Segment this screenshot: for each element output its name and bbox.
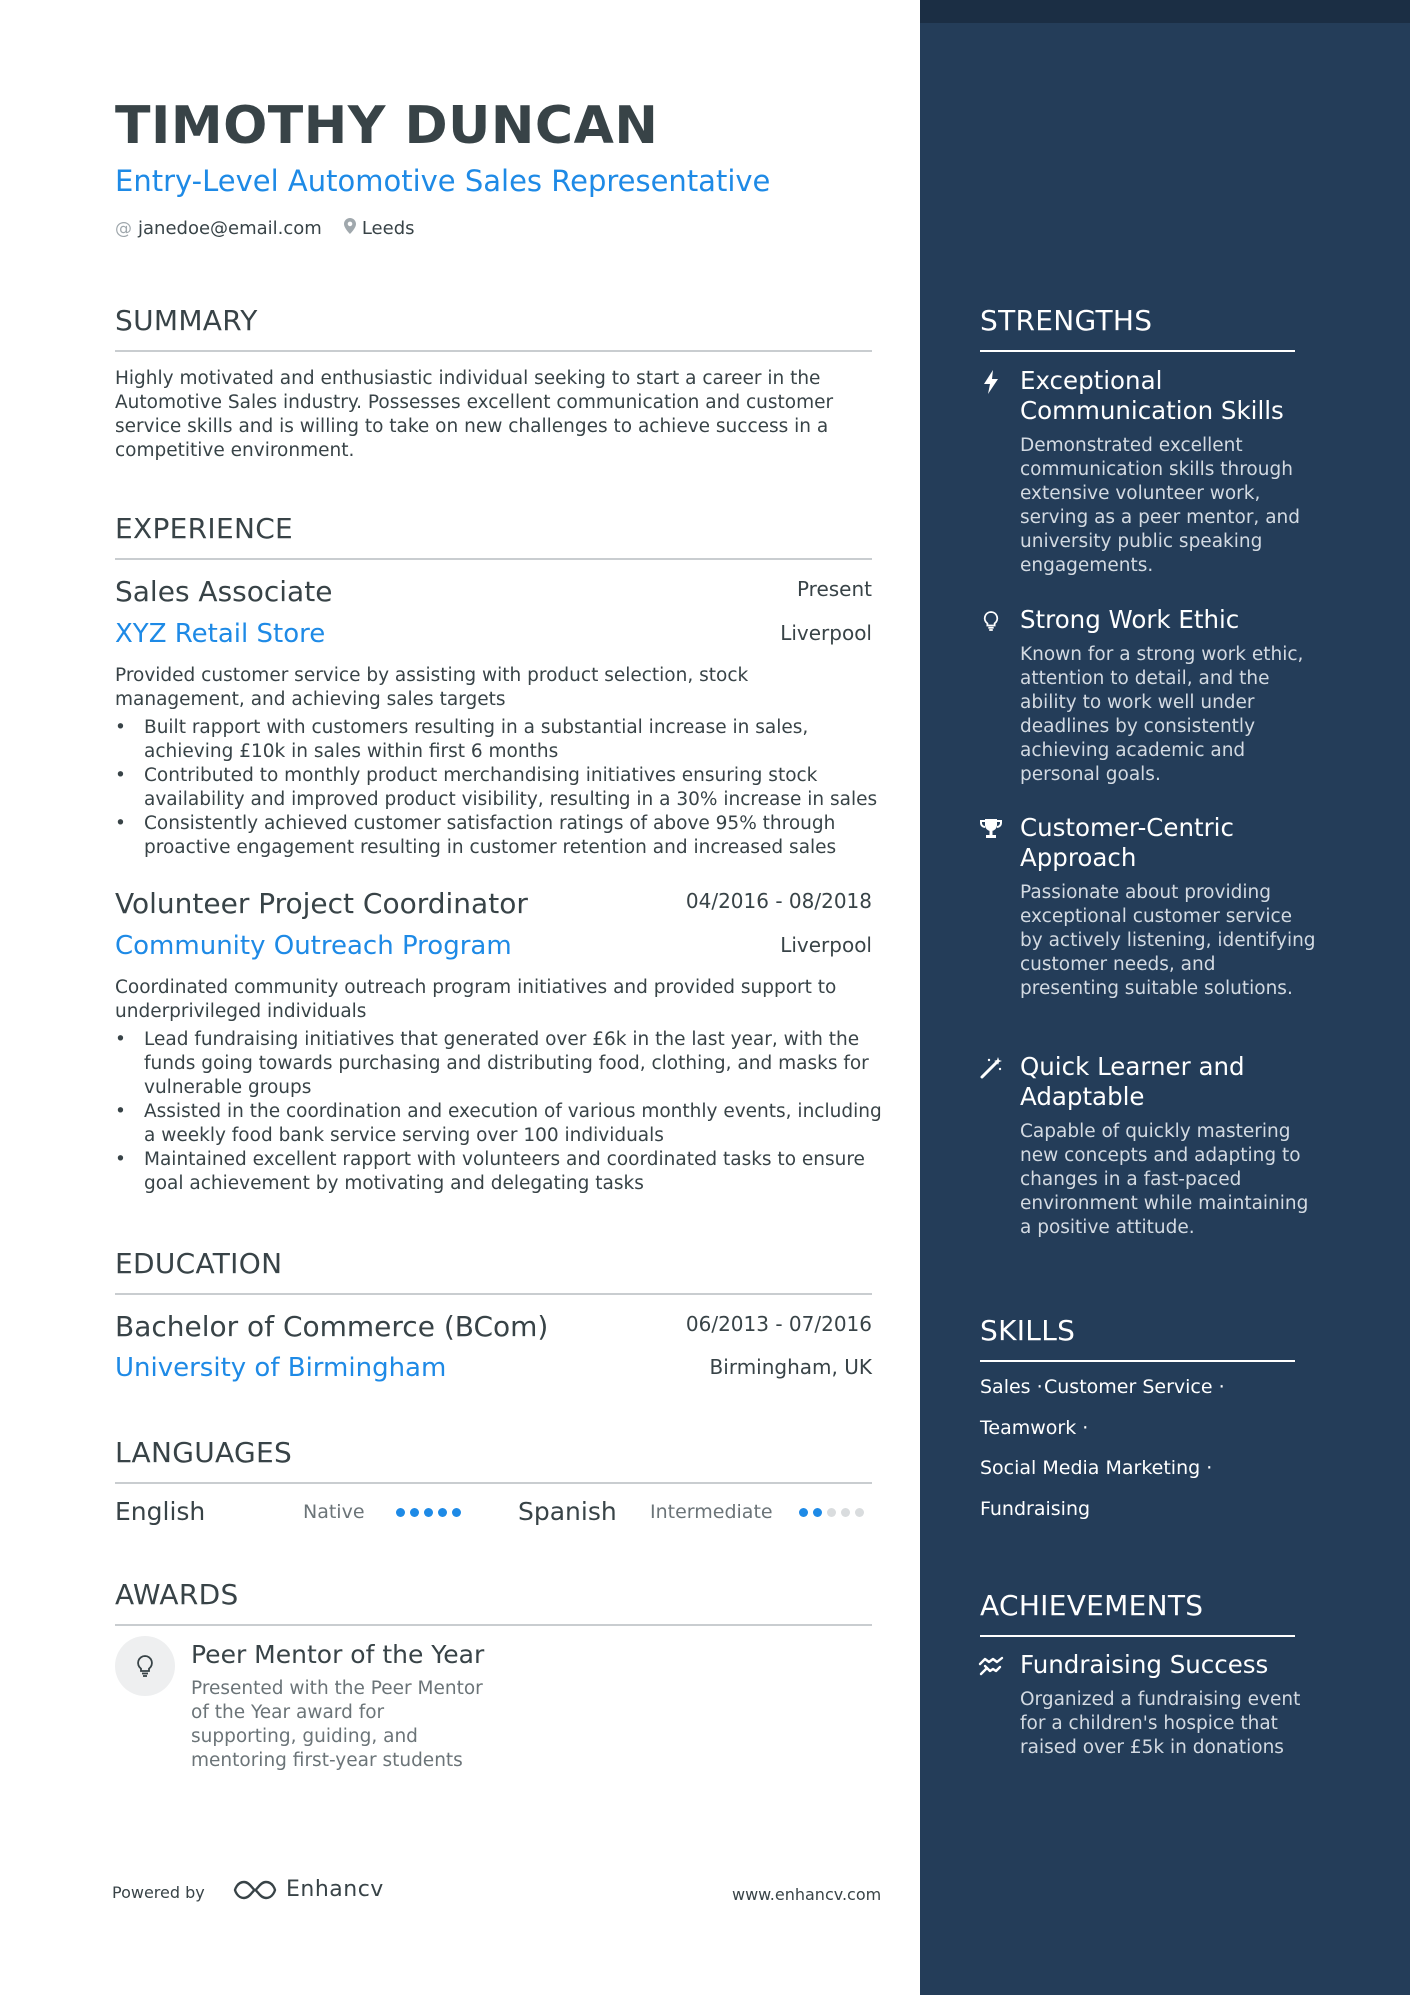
proficiency-dot (438, 1508, 447, 1517)
list-item: • Assisted in the coordination and execution of various monthly events, including a weekly food bank service serving over 100 individuals (115, 1100, 885, 1148)
sidebar-top-bar (920, 0, 1410, 23)
powered-by-label: Powered by (112, 1883, 205, 1902)
list-item: • Maintained excellent rapport with volunteers and coordinated tasks to ensure goal achievement by motivating and delegating tasks (115, 1148, 885, 1196)
language-name: Spanish (518, 1497, 617, 1526)
strength-title: Quick Learner and Adaptable (1020, 1052, 1245, 1111)
language-level: Intermediate (650, 1501, 773, 1523)
contact-line (115, 218, 437, 239)
job-bullets (115, 716, 885, 860)
list-item: • Lead fundraising initiatives that generated over £6k in the last year, with the funds going towards purchasing and distributing food, clothing, and masks for vulnerable groups (115, 1028, 885, 1100)
award-description: Presented with the Peer Mentor of the Year award for supporting, guiding, and mentoring first-year students (191, 1678, 483, 1771)
achievements-heading: ACHIEVEMENTS (980, 1589, 1204, 1622)
lightbulb-icon (978, 607, 1004, 635)
experience-heading: EXPERIENCE (115, 512, 294, 545)
job-location: Liverpool (780, 933, 872, 957)
proficiency-dot (813, 1508, 822, 1517)
languages-divider (115, 1482, 872, 1484)
awards-heading: AWARDS (115, 1578, 239, 1611)
location-text: Leeds (361, 218, 415, 239)
proficiency-dot (841, 1508, 850, 1517)
lightning-icon (978, 368, 1004, 396)
skill-tag: Teamwork · (980, 1417, 1089, 1439)
job-company: Community Outreach Program (115, 931, 512, 961)
award-title: Peer Mentor of the Year (191, 1640, 485, 1669)
job-description: Coordinated community outreach program initiatives and provided support to underprivileged individuals (115, 977, 837, 1022)
job-bullets (115, 1028, 885, 1196)
education-divider (115, 1293, 872, 1295)
skill-tag: Social Media Marketing · (980, 1457, 1213, 1479)
magic-wand-icon (978, 1054, 1004, 1082)
proficiency-dot (827, 1508, 836, 1517)
contact-email[interactable] (115, 218, 322, 239)
proficiency-dot (855, 1508, 864, 1517)
language-name: English (115, 1497, 206, 1526)
strength-title: Exceptional Communication Skills (1020, 366, 1284, 425)
education-date: 06/2013 - 07/2016 (685, 1312, 872, 1336)
list-item: • Consistently achieved customer satisfaction ratings of above 95% through proactive engagement resulting in customer retention and increased sales (115, 812, 885, 860)
skills-heading: SKILLS (980, 1314, 1076, 1347)
enhancv-logo[interactable] (232, 1877, 384, 1902)
skills-divider (980, 1360, 1295, 1362)
achievement-title: Fundraising Success (1020, 1650, 1269, 1679)
strength-title: Strong Work Ethic (1020, 605, 1240, 634)
job-title: Volunteer Project Coordinator (115, 887, 528, 920)
education-location: Birmingham, UK (709, 1355, 872, 1379)
degree-title: Bachelor of Commerce (BCom) (115, 1310, 549, 1343)
skill-tag: Fundraising (980, 1498, 1091, 1520)
summary-heading: SUMMARY (115, 304, 258, 337)
footer-url[interactable]: www.enhancv.com (732, 1885, 882, 1904)
experience-divider (115, 558, 872, 560)
awards-divider (115, 1624, 872, 1626)
strengths-divider (980, 350, 1295, 352)
strength-description: Capable of quickly mastering new concepts and adapting to changes in a fast-paced environment while maintaining a positive attitude. (1020, 1121, 1309, 1238)
proficiency-dot (424, 1508, 433, 1517)
proficiency-dot (410, 1508, 419, 1517)
candidate-name: TIMOTHY DUNCAN (115, 96, 659, 156)
proficiency-dot (396, 1508, 405, 1517)
skill-tag: Customer Service · (1044, 1376, 1225, 1398)
contact-location (344, 218, 415, 239)
achievements-divider (980, 1635, 1295, 1637)
languages-heading: LANGUAGES (115, 1436, 293, 1469)
summary-divider (115, 350, 872, 352)
email-text: janedoe@email.com (138, 218, 322, 239)
job-description: Provided customer service by assisting with product selection, stock management, and achieving sales targets (115, 665, 749, 710)
language-level: Native (303, 1501, 365, 1523)
enhancv-brand: Enhancv (286, 1877, 384, 1902)
strength-description: Demonstrated excellent communication skills through extensive volunteer work, serving as a peer mentor, and university public speaking engagements. (1020, 435, 1301, 576)
handshake-icon (978, 1652, 1004, 1680)
list-item: • Built rapport with customers resulting in a substantial increase in sales, achieving £10k in sales within first 6 months (115, 716, 885, 764)
strength-description: Passionate about providing exceptional customer service by actively listening, identifying customer needs, and presenting suitable solutions. (1020, 882, 1316, 999)
list-item: • Contributed to monthly product merchandising initiatives ensuring stock availability and improved product visibility, resulting in a 30% increase in sales (115, 764, 885, 812)
job-title: Sales Associate (115, 575, 333, 608)
proficiency-dot (799, 1508, 808, 1517)
job-date: 04/2016 - 08/2018 (685, 889, 872, 913)
location-pin-icon (344, 218, 356, 239)
strength-description: Known for a strong work ethic, attention to detail, and the ability to work well under deadlines by consistently achieving academic and personal goals. (1020, 644, 1304, 785)
strengths-heading: STRENGTHS (980, 304, 1153, 337)
achievement-description: Organized a fundraising event for a children's hospice that raised over £5k in donations (1020, 1689, 1301, 1758)
skill-tag: Sales · (980, 1376, 1043, 1398)
job-location: Liverpool (780, 621, 872, 645)
enhancv-logo-icon (232, 1878, 278, 1902)
job-date: Present (796, 577, 872, 601)
proficiency-dot (452, 1508, 461, 1517)
education-heading: EDUCATION (115, 1247, 283, 1280)
lightbulb-icon (135, 1654, 155, 1678)
award-icon-circle (115, 1636, 175, 1696)
strength-title: Customer-Centric Approach (1020, 813, 1234, 872)
at-icon: @ (115, 218, 132, 239)
language-dots-english (396, 1508, 466, 1517)
candidate-title: Entry-Level Automotive Sales Representative (115, 164, 771, 198)
trophy-icon (978, 815, 1004, 843)
school-name: University of Birmingham (115, 1353, 447, 1383)
summary-text: Highly motivated and enthusiastic individual seeking to start a career in the Automotive Sales industry. Possesses excellent communication and customer service skills and is willing to take on new challenges to achieve success in a competitive environment. (115, 368, 834, 461)
language-dots-spanish (799, 1508, 869, 1517)
job-company: XYZ Retail Store (115, 619, 326, 649)
